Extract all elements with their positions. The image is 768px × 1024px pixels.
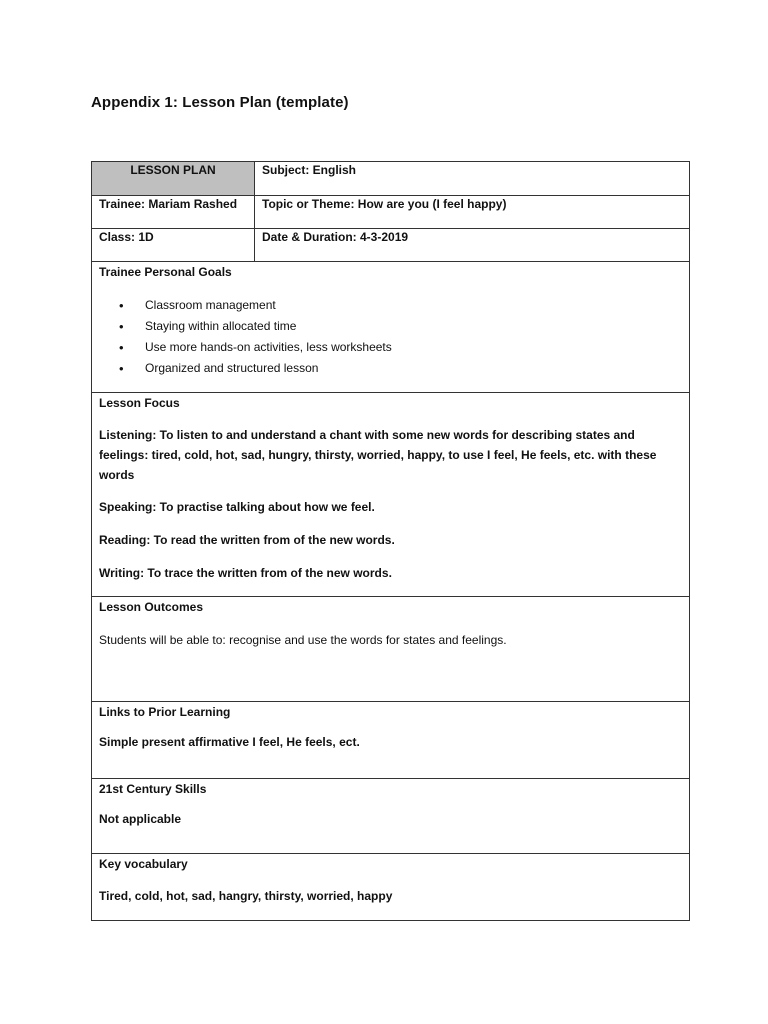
lesson-focus-section — [92, 393, 690, 597]
class-cell: Class: 1D — [92, 229, 255, 262]
table-row — [92, 854, 690, 921]
lesson-plan-table — [91, 161, 690, 921]
lesson-outcomes-section — [92, 597, 690, 702]
key-vocabulary-section — [92, 854, 690, 921]
table-row — [92, 262, 690, 393]
bullet-icon: • — [119, 361, 124, 376]
prior-learning-text: Simple present affirmative I feel, He feels, ect. — [99, 735, 360, 749]
table-row — [92, 393, 690, 597]
speaking-focus: Speaking: To practise talking about how we feel. — [99, 500, 375, 514]
writing-focus: Writing: To trace the written from of the new words. — [99, 566, 392, 580]
list-item: • Organized and structured lesson — [145, 358, 682, 379]
reading-focus: Reading: To read the written from of the new words. — [99, 533, 395, 547]
section-title: 21st Century Skills — [99, 782, 207, 796]
century-skills-text: Not applicable — [99, 812, 182, 826]
personal-goals-section — [92, 262, 690, 393]
bullet-icon: • — [119, 319, 124, 334]
table-row — [92, 779, 690, 854]
section-title: Lesson Focus — [99, 396, 180, 410]
table-row — [92, 229, 690, 262]
list-item: • Use more hands-on activities, less worksheets — [145, 337, 682, 358]
table-row — [92, 162, 690, 196]
section-title: Lesson Outcomes — [99, 600, 204, 614]
subject-cell: Subject: English — [255, 162, 690, 196]
bullet-icon: • — [119, 298, 124, 313]
list-item: • Classroom management — [145, 295, 682, 316]
table-row — [92, 702, 690, 779]
key-vocabulary-text: Tired, cold, hot, sad, hangry, thirsty, worried, happy — [99, 889, 393, 903]
goals-list — [99, 295, 682, 379]
outcomes-text: Students will be able to: recognise and use the words for states and feelings. — [99, 633, 507, 647]
topic-cell: Topic or Theme: How are you (I feel happy) — [255, 196, 690, 229]
century-skills-section — [92, 779, 690, 854]
section-title: Links to Prior Learning — [99, 705, 231, 719]
bullet-icon: • — [119, 340, 124, 355]
trainee-cell: Trainee: Mariam Rashed — [92, 196, 255, 229]
date-duration-cell: Date & Duration: 4-3-2019 — [255, 229, 690, 262]
table-row — [92, 196, 690, 229]
section-title: Key vocabulary — [99, 857, 188, 871]
lesson-plan-label: LESSON PLAN — [92, 162, 255, 196]
list-item: • Staying within allocated time — [145, 316, 682, 337]
section-title: Trainee Personal Goals — [99, 265, 232, 279]
prior-learning-section — [92, 702, 690, 779]
listening-focus: Listening: To listen to and understand a chant with some new words for describing states and feelings: tired, cold, hot, sad, hungry, thirsty, worried, happy, to use I feel, He feels, etc. with these words — [99, 428, 657, 482]
page-title: Appendix 1: Lesson Plan (template) — [91, 94, 349, 111]
table-row — [92, 597, 690, 702]
